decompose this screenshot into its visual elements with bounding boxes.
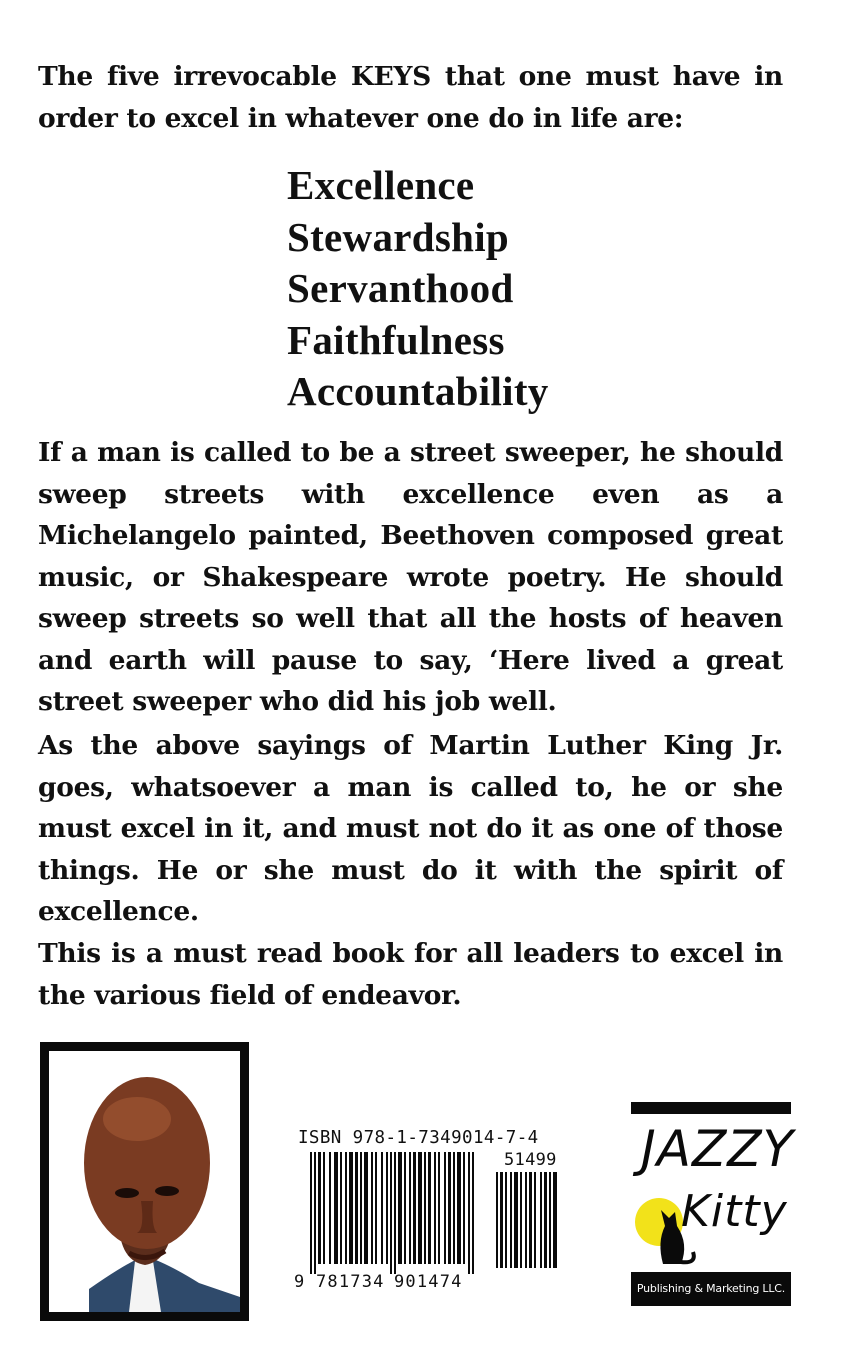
author-photo xyxy=(40,1042,249,1321)
intro-paragraph: The five irrevocable KEYS that one must have in order to excel in whatever one do in life are: xyxy=(38,61,783,134)
barcode-bar xyxy=(390,1152,392,1274)
barcode-bar xyxy=(544,1172,547,1268)
logo-tagline: Publishing & Marketing LLC. xyxy=(631,1272,791,1306)
barcode-bar xyxy=(329,1152,331,1264)
barcode-bar xyxy=(394,1152,396,1274)
barcode-bar xyxy=(505,1172,507,1268)
barcode-bar xyxy=(529,1172,532,1268)
barcode-bar xyxy=(409,1152,411,1264)
barcode-bar xyxy=(463,1152,465,1264)
logo-word-kitty: Kitty xyxy=(681,1186,788,1237)
logo-word-jazzy: JAZZY xyxy=(641,1120,794,1178)
barcode-bar xyxy=(472,1152,474,1274)
key-stewardship: Stewardship xyxy=(287,213,510,260)
barcode-bar xyxy=(323,1152,325,1264)
barcode-bar xyxy=(434,1152,436,1264)
barcode-bar xyxy=(371,1152,373,1264)
barcode-bar xyxy=(318,1152,321,1264)
barcode-bar xyxy=(381,1152,383,1264)
isbn-barcode xyxy=(290,1120,590,1310)
barcode-bar xyxy=(444,1152,446,1264)
barcode-bar xyxy=(404,1152,406,1264)
ean-first-digit: 9 xyxy=(294,1272,306,1292)
barcode-bar xyxy=(345,1152,347,1264)
barcode-bar xyxy=(553,1172,557,1268)
isbn-label: ISBN 978-1-7349014-7-4 xyxy=(298,1128,539,1148)
street-sweeper-paragraph: If a man is called to be a street sweeper, he should sweep streets with excellence even as a Michelangelo painted, Beethoven composed great music, or Shakespeare wrote poetry. He should sweep streets so well that all the hosts of heaven and earth will pause to say, ‘Here lived a great street sweeper who did his job well. xyxy=(38,437,783,717)
barcode-bar xyxy=(534,1172,536,1268)
barcode-bar xyxy=(520,1172,522,1268)
barcode-bar xyxy=(398,1152,402,1264)
barcode-bar xyxy=(448,1152,451,1264)
barcode-bar xyxy=(375,1152,377,1264)
barcode-bar xyxy=(468,1152,470,1274)
barcode-bar xyxy=(500,1172,503,1268)
barcode-bar xyxy=(424,1152,426,1264)
barcode-bar xyxy=(525,1172,527,1268)
barcode-bar xyxy=(418,1152,422,1264)
barcode-bar xyxy=(360,1152,362,1264)
ean-digits xyxy=(290,1272,590,1294)
barcode-bar xyxy=(364,1152,368,1264)
key-servanthood: Servanthood xyxy=(287,265,514,311)
barcode-bar xyxy=(428,1152,431,1264)
ean-right-digits: 901474 xyxy=(394,1272,463,1292)
barcode-bar xyxy=(340,1152,342,1264)
barcode-bar xyxy=(334,1152,338,1264)
ean13-bars xyxy=(310,1152,490,1276)
barcode-bar xyxy=(413,1152,416,1264)
barcode-bar xyxy=(549,1172,551,1268)
ean-left-digits: 781734 xyxy=(316,1272,385,1292)
barcode-bar xyxy=(386,1152,388,1264)
barcode-bar xyxy=(510,1172,512,1268)
key-accountability: Accountability xyxy=(287,368,549,414)
mlk-paragraph: As the above sayings of Martin Luther King Jr. goes, whatsoever a man is called to, he or she must excel in it, and must not do it as one of those things. He or she must do it with the spirit of excellence. xyxy=(38,730,783,927)
key-faithfulness: Faithfulness xyxy=(287,316,505,363)
keys-list xyxy=(287,160,549,418)
barcode-bar xyxy=(514,1172,518,1268)
price-addon-bars xyxy=(496,1172,578,1272)
must-read-paragraph: This is a must read book for all leaders to excel in the various field of endeavor. xyxy=(38,938,783,1011)
barcode-bar xyxy=(496,1172,498,1268)
barcode-bar xyxy=(310,1152,312,1274)
barcode-bar xyxy=(457,1152,461,1264)
price-code-label: 51499 xyxy=(504,1150,557,1170)
barcode-bar xyxy=(355,1152,358,1264)
barcode-bar xyxy=(314,1152,316,1274)
key-excellence: Excellence xyxy=(287,162,475,208)
author-portrait-icon xyxy=(49,1051,240,1312)
publisher-logo xyxy=(631,1102,794,1306)
barcode-bar xyxy=(453,1152,455,1264)
logo-top-bar xyxy=(631,1102,791,1114)
barcode-bar xyxy=(438,1152,440,1264)
barcode-bar xyxy=(540,1172,542,1268)
barcode-bar xyxy=(349,1152,353,1264)
